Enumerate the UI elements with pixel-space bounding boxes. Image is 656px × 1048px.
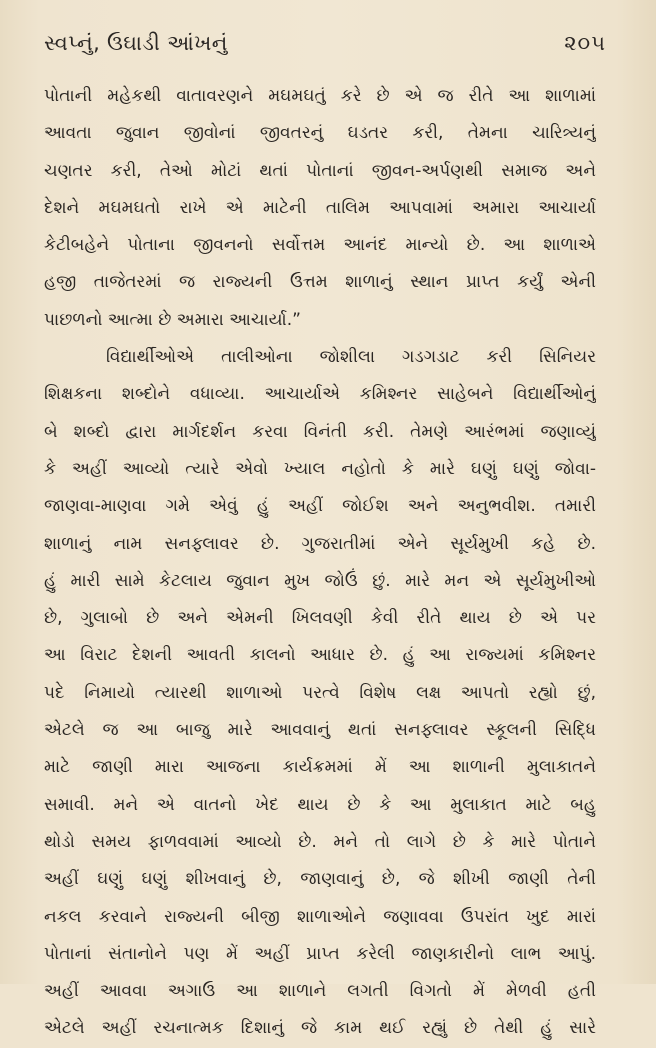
text-line: સમાવી. મને એ વાતનો ખેદ થાય છે કે આ મુલાકાત માટે બહુ <box>44 794 596 815</box>
text-line: બે શબ્દો દ્વારા માર્ગદર્શન કરવા વિનંતી કરી. તેમણે આરંભમાં જણાવ્યું <box>44 421 596 442</box>
text-line: અહીં ઘણું ઘણું શીખવાનું છે, જાણવાનું છે, જે શીખી જાણી તેની <box>44 869 596 890</box>
text-line: શાળાનું નામ સનફ્લાવર છે. ગુજરાતીમાં એને સૂર્યમુખી કહે છે. <box>44 533 596 554</box>
body-text <box>44 78 596 1048</box>
text-line: નકલ કરવાને રાજ્યની બીજી શાળાઓને જણાવવા ઉપરાંત ખુદ મારાં <box>44 906 596 927</box>
text-line: કે અહીં આવ્યો ત્યારે એવો ખ્યાલ નહોતો કે મારે ઘણું ઘણું જોવા- <box>44 458 596 479</box>
text-line: જાણવા-માણવા ગમે એવું હું અહીં જોઈશ અને અનુભવીશ. તમારી <box>44 496 596 517</box>
text-line: આ વિરાટ દેશની આવતી કાલનો આધાર છે. હું આ રાજ્યમાં કમિશ્નર <box>44 645 596 666</box>
text-line: માટે જાણી મારા આજના કાર્યક્રમમાં મેં આ શાળાની મુલાકાતને <box>44 757 596 778</box>
page-number: ૨૦૫ <box>564 30 606 55</box>
text-line: છે, ગુલાબો છે અને એમની ખિલવણી કેવી રીતે થાય છે એ પર <box>44 608 596 629</box>
text-line: હું મારી સામે કેટલાય જુવાન મુખ જોઉં છું. મારે મન એ સૂર્યમુખીઓ <box>44 570 596 591</box>
running-header <box>44 26 606 60</box>
text-line: કેટીબહેને પોતાના જીવનનો સર્વોત્તમ આનંદ માન્યો છે. આ શાળાએ <box>44 235 596 256</box>
text-line: શિક્ષકના શબ્દોને વધાવ્યા. આચાર્યાએ કમિશ્નર સાહેબને વિદ્યાર્થીઓનું <box>44 384 596 405</box>
text-line: દેશને મઘમઘતો રાખે એ માટેની તાલિમ આપવામાં અમારા આચાર્યા <box>44 197 596 218</box>
text-line: પોતાનાં સંતાનોને પણ મેં અહીં પ્રાપ્ત કરેલી જાણકારીનો લાભ આપું. <box>44 943 596 964</box>
text-line: ચણતર કરી, તેઓ મોટાં થતાં પોતાનાં જીવન-અર્પણથી સમાજ અને <box>44 160 596 181</box>
text-line: હજી તાજેતરમાં જ રાજ્યની ઉત્તમ શાળાનું સ્થાન પ્રાપ્ત કર્યું એની <box>44 272 596 293</box>
text-line: એટલે જ આ બાજુ મારે આવવાનું થતાં સનફ્લાવર સ્કૂલની સિદ્ધિ <box>44 720 596 741</box>
text-line: પાછળનો આત્મા છે અમારા આચાર્યા.” <box>44 309 301 330</box>
text-line: અહીં આવવા અગાઉ આ શાળાને લગતી વિગતો મેં મેળવી હતી <box>44 981 596 1002</box>
text-line: આવતા જુવાન જીવોનાં જીવતરનું ઘડતર કરી, તેમના ચારિત્ર્યનું <box>44 123 596 144</box>
paragraph-first-line: વિદ્યાર્થીઓએ તાલીઓના જોશીલા ગડગડાટ કરી સિનિયર <box>106 347 596 368</box>
text-line: થોડો સમય ફાળવવામાં આવ્યો છે. મને તો લાગે છે કે મારે પોતાને <box>44 831 596 852</box>
text-line: પોતાની મહેકથી વાતાવરણને મઘમઘતું કરે છે એ જ રીતે આ શાળામાં <box>44 86 596 106</box>
text-line: એટલે અહીં રચનાત્મક દિશાનું જે કામ થઈ રહ્યું છે તેથી હું સારે <box>44 1018 596 1039</box>
running-title: સ્વપ્નું, ઉઘાડી આંખનું <box>44 30 228 55</box>
text-line: પદે નિમાયો ત્યારથી શાળાઓ પરત્વે વિશેષ લક્ષ આપતો રહ્યો છું, <box>44 682 596 703</box>
